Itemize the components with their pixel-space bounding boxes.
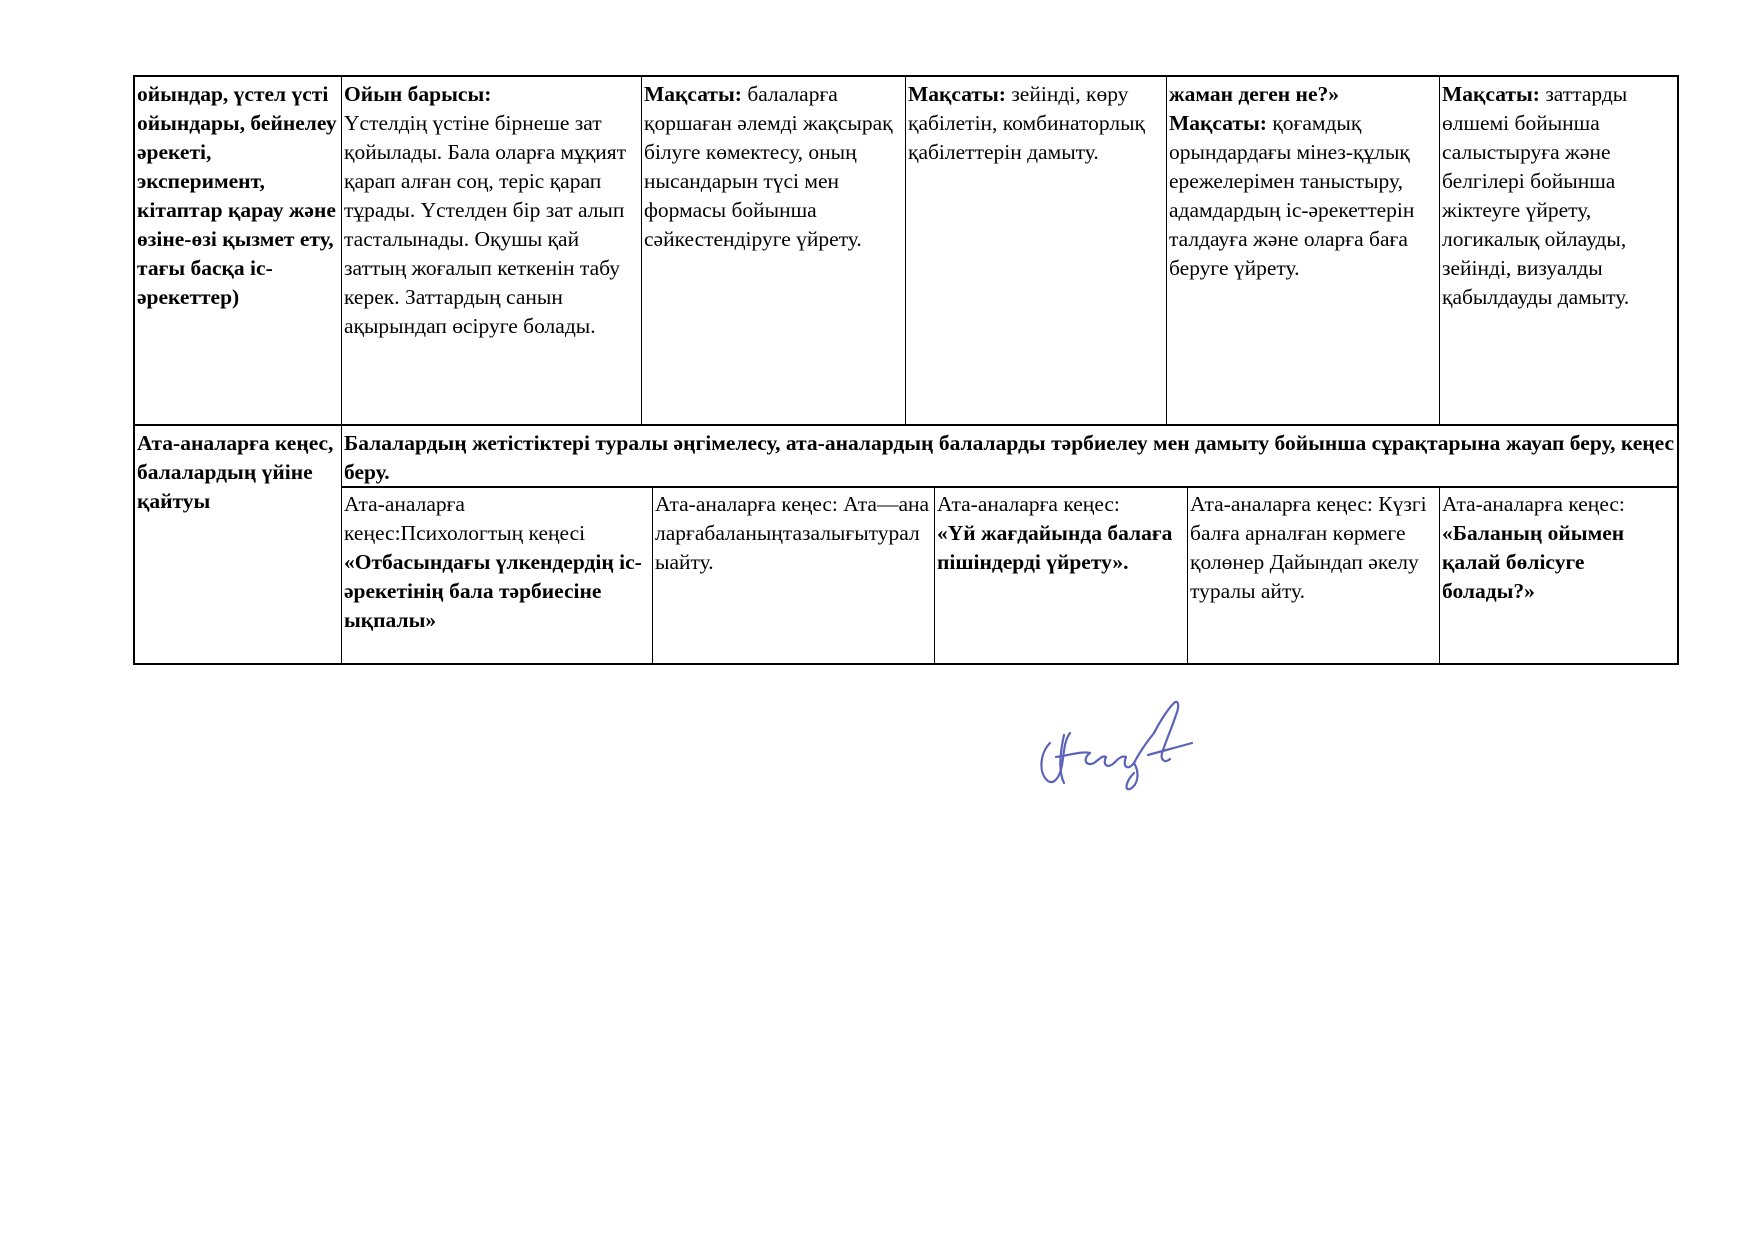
advice-3-bold: «Үй жағдайында балаға пішіндерді үйрету». [937,521,1173,574]
table-border-right [1677,75,1679,665]
goal-heading-4: Мақсаты: [1442,82,1540,106]
advice-1-plain: Ата-аналарға кеңес:Психологтың кеңесі [344,492,586,545]
advice-cell-3 [935,490,1186,661]
goal-text-3: қоғамдық орындардағы мінез-құлық ережелерімен таныстыру, адамдардың іс-әрекеттерін талдауға және оларға баға беруге үйрету. [1169,111,1415,280]
goal-cell-3 [1167,80,1438,420]
row1-label-cell [135,80,340,420]
goal-heading-1: Мақсаты: [644,82,742,106]
advice-cell-1 [342,490,651,661]
advice-5-plain: Ата-аналарға кеңес: [1442,492,1625,516]
parents-banner-text: Балалардың жетістіктері туралы әңгімелесу, ата-аналардың балаларды тәрбиелеу мен дамыту бойынша сұрақтарына жауап беру, кеңес беру. [344,431,1674,484]
goal-heading-3: Мақсаты: [1169,111,1267,135]
advice-2-plain: Ата-аналарға кеңес: Ата—аналарғабаланыңтазалығытуралыайту. [655,492,930,574]
row2-label: Ата-аналарға кеңес, балалардың үйіне қайтуы [137,431,334,513]
goal-cell-4 [1440,80,1676,420]
row2-label-cell [135,429,340,661]
goal-heading-2: Мақсаты: [908,82,1006,106]
goal-text-2: зейінді, көру қабілетін, комбинаторлық қабілеттерін дамыту. [908,82,1145,164]
goal-text-4: заттарды өлшемі бойынша салыстыруға және белгілері бойынша жіктеуге үйрету, логикалық ойлауды, зейінді, визуалды қабылдауды дамыту. [1442,82,1630,309]
advice-5-bold: «Баланың ойымен қалай бөлісуге болады?» [1442,521,1625,603]
advice-3-plain: Ата-аналарға кеңес: [937,492,1120,516]
advice-cell-4 [1188,490,1438,661]
game-progress-cell [342,80,640,420]
advice-cell-5 [1440,490,1676,661]
goal-text-1: балаларға қоршаған әлемді жақсырақ білуге көмектесу, оның нысандарын түсі мен формасы бойынша сәйкестендіруге үйрету. [644,82,893,251]
advice-4-plain: Ата-аналарға кеңес: Күзгі балға арналған көрмеге қолөнер Дайындап әкелу туралы айту. [1190,492,1427,603]
advice-cell-2 [653,490,933,661]
row1-label: ойындар, үстел үсті ойындары, бейнелеу әрекеті, эксперимент, кітаптар қарау және өзіне-өзі қызмет ету, тағы басқа іс-әрекеттер) [137,82,337,309]
advice-1-bold: «Отбасындағы үлкендердің іс-әрекетінің бала тәрбиесіне ықпалы» [344,550,642,632]
banner-separator [341,486,1678,488]
goal-cell-3-top: жаман деген не?» [1169,82,1339,106]
goal-cell-2 [906,80,1165,420]
game-progress-heading: Ойын барысы: [344,82,492,106]
table-border-bottom [133,663,1678,665]
goal-cell-1 [642,80,904,420]
game-progress-text: Үстелдің үстіне бірнеше зат қойылады. Бала оларға мұқият қарап алған соң, теріс қарап тұрады. Үстелден бір зат алып тасталынады. Оқушы қай заттың жоғалып кеткенін табу керек. Заттардың санын ақырындап өсіруге болады. [344,111,627,338]
parents-banner-cell [342,429,1676,486]
signature-image [1030,693,1195,793]
